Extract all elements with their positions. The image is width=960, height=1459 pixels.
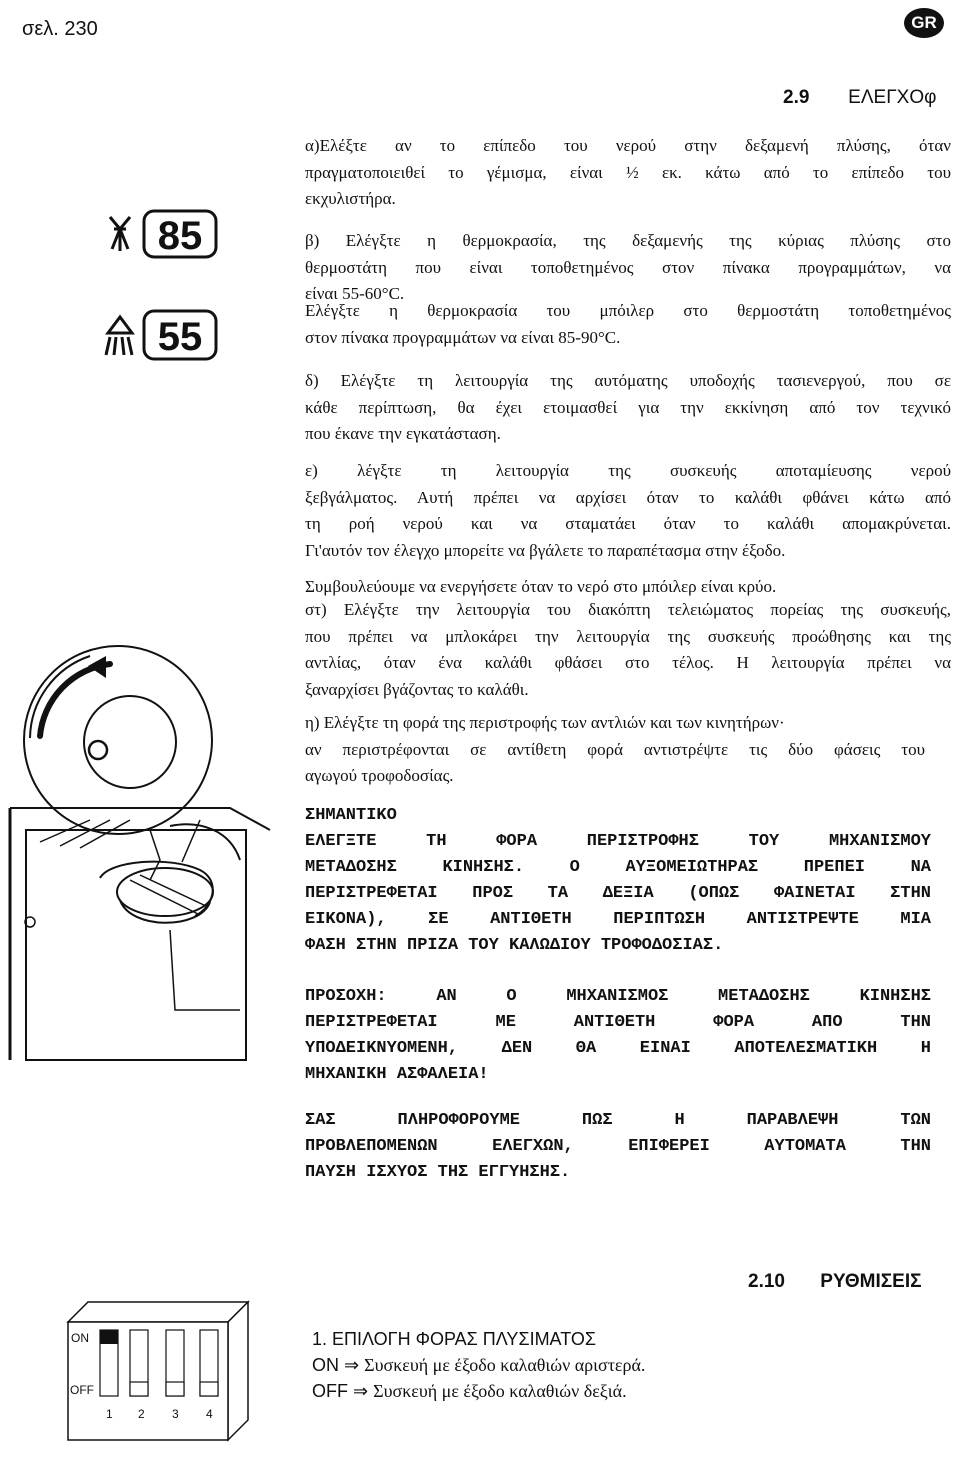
important-line-1: ΕΛΕΓΞΤΕ ΤΗ ΦΟΡΑ ΠΕΡΙΣΤΡΟΦΗΣ ΤΟΥ ΜΗΧΑΝΙΣΜΟΥ	[305, 832, 931, 851]
paragraph-e-line-3: τη ροή νερού και να σταματάει όταν το καλάθι απομακρύνεται.	[305, 514, 951, 533]
dip-switch-2	[130, 1330, 148, 1396]
paragraph-a-line-3: εκχυλιστήρα.	[305, 189, 396, 208]
paragraph-d-line-2: κάθε περίπτωση, θα έχει ετοιμασθεί για την εκκίνηση από τον τεχνικό	[305, 397, 951, 417]
paragraph-e-line-2: ξεβγάλματος. Αυτή πρέπει να αρχίσει όταν το καλάθι φθάνει κάτω από	[305, 487, 951, 507]
wash-icon	[106, 317, 132, 355]
dip-on-label: ON	[71, 1331, 89, 1345]
section-heading-2-10	[748, 1271, 922, 1293]
important-line-4: ΕΙΚΟΝΑ), ΣΕ ΑΝΤΙΘΕΤΗ ΠΕΡΙΠΤΩΣΗ ΑΝΤΙΣΤΡΕΨΤΕ ΜΙΑ	[305, 910, 931, 929]
wash-direction-title: 1. ΕΠΙΛΟΓΗ ΦΟΡΑΣ ΠΛΥΣΙΜΑΤΟΣ	[312, 1329, 597, 1349]
dip-switch-figure	[66, 1300, 250, 1442]
advice-line-1: Συμβουλεύουμε να ενεργήσετε όταν το νερό στο μπόιλερ είναι κρύο.	[305, 577, 777, 596]
off-description-text: Συσκευή με έξοδο καλαθιών δεξιά.	[373, 1381, 627, 1401]
paragraph-h-line-3: αγωγού τροφοδοσίας.	[305, 766, 454, 785]
notice-line-3: ΠΑΥΣΗ ΙΣΧΥΟΣ ΤΗΣ ΕΓΓΥΗΣΗΣ.	[305, 1163, 571, 1182]
paragraph-a-line-1: α)Ελέξτε αν το επίπεδο του νερού στην δεξαμενή πλύσης, όταν	[305, 136, 951, 155]
paragraph-e-line-4: Γι'αυτόν τον έλεγχο μπορείτε να βγάλετε το παραπέτασμα στην έξοδο.	[305, 540, 786, 560]
gear-motor-rotation-figure	[0, 630, 300, 1070]
paragraph-b-line-1: β) Ελέγξτε η θερμοκρασία, της δεξαμενής της κύριας πλύσης στο	[305, 231, 951, 250]
paragraph-a	[305, 133, 951, 213]
paragraph-h-line-1: η) Ελέγξτε τη φορά της περιστροφής των αντλιών και των κινητήρων·	[305, 713, 785, 732]
paragraph-st	[305, 597, 951, 703]
warning-line-2: ΠΕΡΙΣΤΡΕΦΕΤΑΙ ΜΕ ΑΝΤΙΘΕΤΗ ΦΟΡΑ ΑΠΟ ΤΗΝ	[305, 1013, 931, 1032]
paragraph-boiler	[305, 298, 951, 351]
dip-switch-number-2: 2	[138, 1407, 145, 1421]
temperature-displays-figure	[104, 205, 224, 365]
paragraph-d-line-1: δ) Ελέγξτε τη λειτουργία της αυτόματης υποδοχής τασιενεργού, που σε	[305, 371, 951, 390]
dip-switch-3	[166, 1330, 184, 1396]
on-key: ON	[312, 1355, 339, 1375]
notice-line-1: ΣΑΣ ΠΛΗΡΟΦΟΡΟΥΜΕ ΠΩΣ Η ΠΑΡΑΒΛΕΨΗ ΤΩΝ	[305, 1111, 931, 1130]
notice-line-2: ΠΡΟΒΛΕΠΟΜΕΝΩΝ ΕΛΕΓΧΩΝ, ΕΠΙΦΕΡΕΙ ΑΥΤΟΜΑΤΑ ΤΗΝ	[305, 1137, 931, 1156]
paragraph-b-line-3: είναι 55-60°C.	[305, 284, 405, 303]
off-key: OFF	[312, 1381, 348, 1401]
warning-line-1: ΠΡΟΣΟΧΗ: ΑΝ Ο ΜΗΧΑΝΙΣΜΟΣ ΜΕΤΑΔΟΣΗΣ ΚΙΝΗΣΗΣ	[305, 987, 931, 1006]
on-description-text: Συσκευή με έξοδο καλαθιών αριστερά.	[364, 1355, 646, 1375]
paragraph-st-line-2: που πρέπει να μπλοκάρει την λειτουργία της συσκευής προώθησης και της	[305, 626, 951, 646]
paragraph-d	[305, 368, 951, 448]
dip-switch-1	[100, 1330, 118, 1396]
paragraph-e-line-1: ε) λέγξτε τη λειτουργία της συσκευής αποταμίευσης νερού	[305, 461, 951, 480]
paragraph-e	[305, 458, 951, 564]
section-number: 2.9	[783, 87, 810, 108]
rinse-temperature-value: 85	[157, 214, 203, 258]
dip-switch-number-1: 1	[106, 1407, 113, 1421]
section-heading-2-9	[783, 87, 936, 109]
dip-switch-number-4: 4	[206, 1407, 213, 1421]
paragraph-boiler-line-1: Ελέγξτε η θερμοκρασία του μπόιλερ στο θερμοστάτη τοποθετημένος	[305, 301, 951, 320]
warning-line-3: ΥΠΟΔΕΙΚΝΥΟΜΕΝΗ, ΔΕΝ ΘΑ ΕΙΝΑΙ ΑΠΟΤΕΛΕΣΜΑΤΙΚΗ Η	[305, 1039, 931, 1058]
warranty-notice-block	[305, 1108, 931, 1186]
warning-line-4: ΜΗΧΑΝΙΚΗ ΑΣΦΑΛΕΙΑ!	[305, 1065, 489, 1084]
machine-cabinet	[26, 830, 246, 1060]
dip-off-label: OFF	[70, 1383, 94, 1397]
section-number: 2.10	[748, 1271, 785, 1292]
paragraph-st-line-3: αντλίας, όταν ένα καλάθι φθάσει στο τέλος. Η λειτουργία πρέπει να	[305, 653, 951, 672]
paragraph-h	[305, 710, 925, 790]
arrow-icon: ⇒	[344, 1355, 360, 1375]
paragraph-b-line-2: θερμοστάτη που είναι τοποθετημένος στον πίνακα προγραμμάτων, να	[305, 257, 951, 277]
important-line-2: ΜΕΤΑΔΟΣΗΣ ΚΙΝΗΣΗΣ. Ο ΑΥΞΟΜΕΙΩΤΗΡΑΣ ΠΡΕΠΕΙ ΝΑ	[305, 858, 931, 877]
gear-motor-body	[117, 868, 213, 916]
important-line-5: ΦΑΣΗ ΣΤΗΝ ΠΡΙΖΑ ΤΟΥ ΚΑΛΩΔΙΟΥ ΤΡΟΦΟΔΟΣΙΑΣ.	[305, 936, 724, 955]
paragraph-b	[305, 228, 951, 308]
warning-block	[305, 984, 931, 1088]
important-line-3: ΠΕΡΙΣΤΡΕΦΕΤΑΙ ΠΡΟΣ ΤΑ ΔΕΞΙΑ (ΟΠΩΣ ΦΑΙΝΕΤΑΙ ΣΤΗΝ	[305, 884, 931, 903]
paragraph-st-line-1: στ) Ελέγξτε την λειτουργία του διακόπτη τελειώματος πορείας της συσκευής,	[305, 600, 951, 619]
section-title: ΡΥΘΜΙΣΕΙΣ	[820, 1271, 922, 1292]
language-badge: GR	[904, 8, 944, 38]
wash-temperature-value: 55	[157, 315, 203, 359]
dip-on-description	[312, 1355, 645, 1376]
paragraph-a-line-2: πραγματοποιειθεί το γέμισμα, είναι ½ εκ. κάτω από το επίπεδο του	[305, 162, 951, 182]
rinse-icon	[110, 217, 130, 251]
paragraph-boiler-line-2: στον πίνακα προγραμμάτων να είναι 85-90°C.	[305, 327, 621, 347]
dip-switch-number-3: 3	[172, 1407, 179, 1421]
important-heading: ΣΗΜΑΝΤΙΚΟ	[305, 806, 397, 825]
paragraph-st-line-4: ξαναρχίσει βγάζοντας το καλάθι.	[305, 679, 529, 699]
page-number: σελ. 230	[22, 18, 98, 40]
section-title: ΕΛΕΓΧΟφ	[848, 87, 937, 108]
rotation-arrow-icon	[88, 656, 106, 678]
paragraph-h-line-2: αν περιστρέφονται σε αντίθετη φορά αντιστρέψτε τις δύο φάσεις του	[305, 739, 925, 759]
arrow-icon: ⇒	[353, 1381, 369, 1401]
paragraph-d-line-3: που έκανε την εγκατάσταση.	[305, 424, 501, 443]
dip-switch-4	[200, 1330, 218, 1396]
dip-off-description	[312, 1381, 627, 1402]
motor-housing-circle	[24, 646, 212, 834]
important-block	[305, 803, 931, 959]
